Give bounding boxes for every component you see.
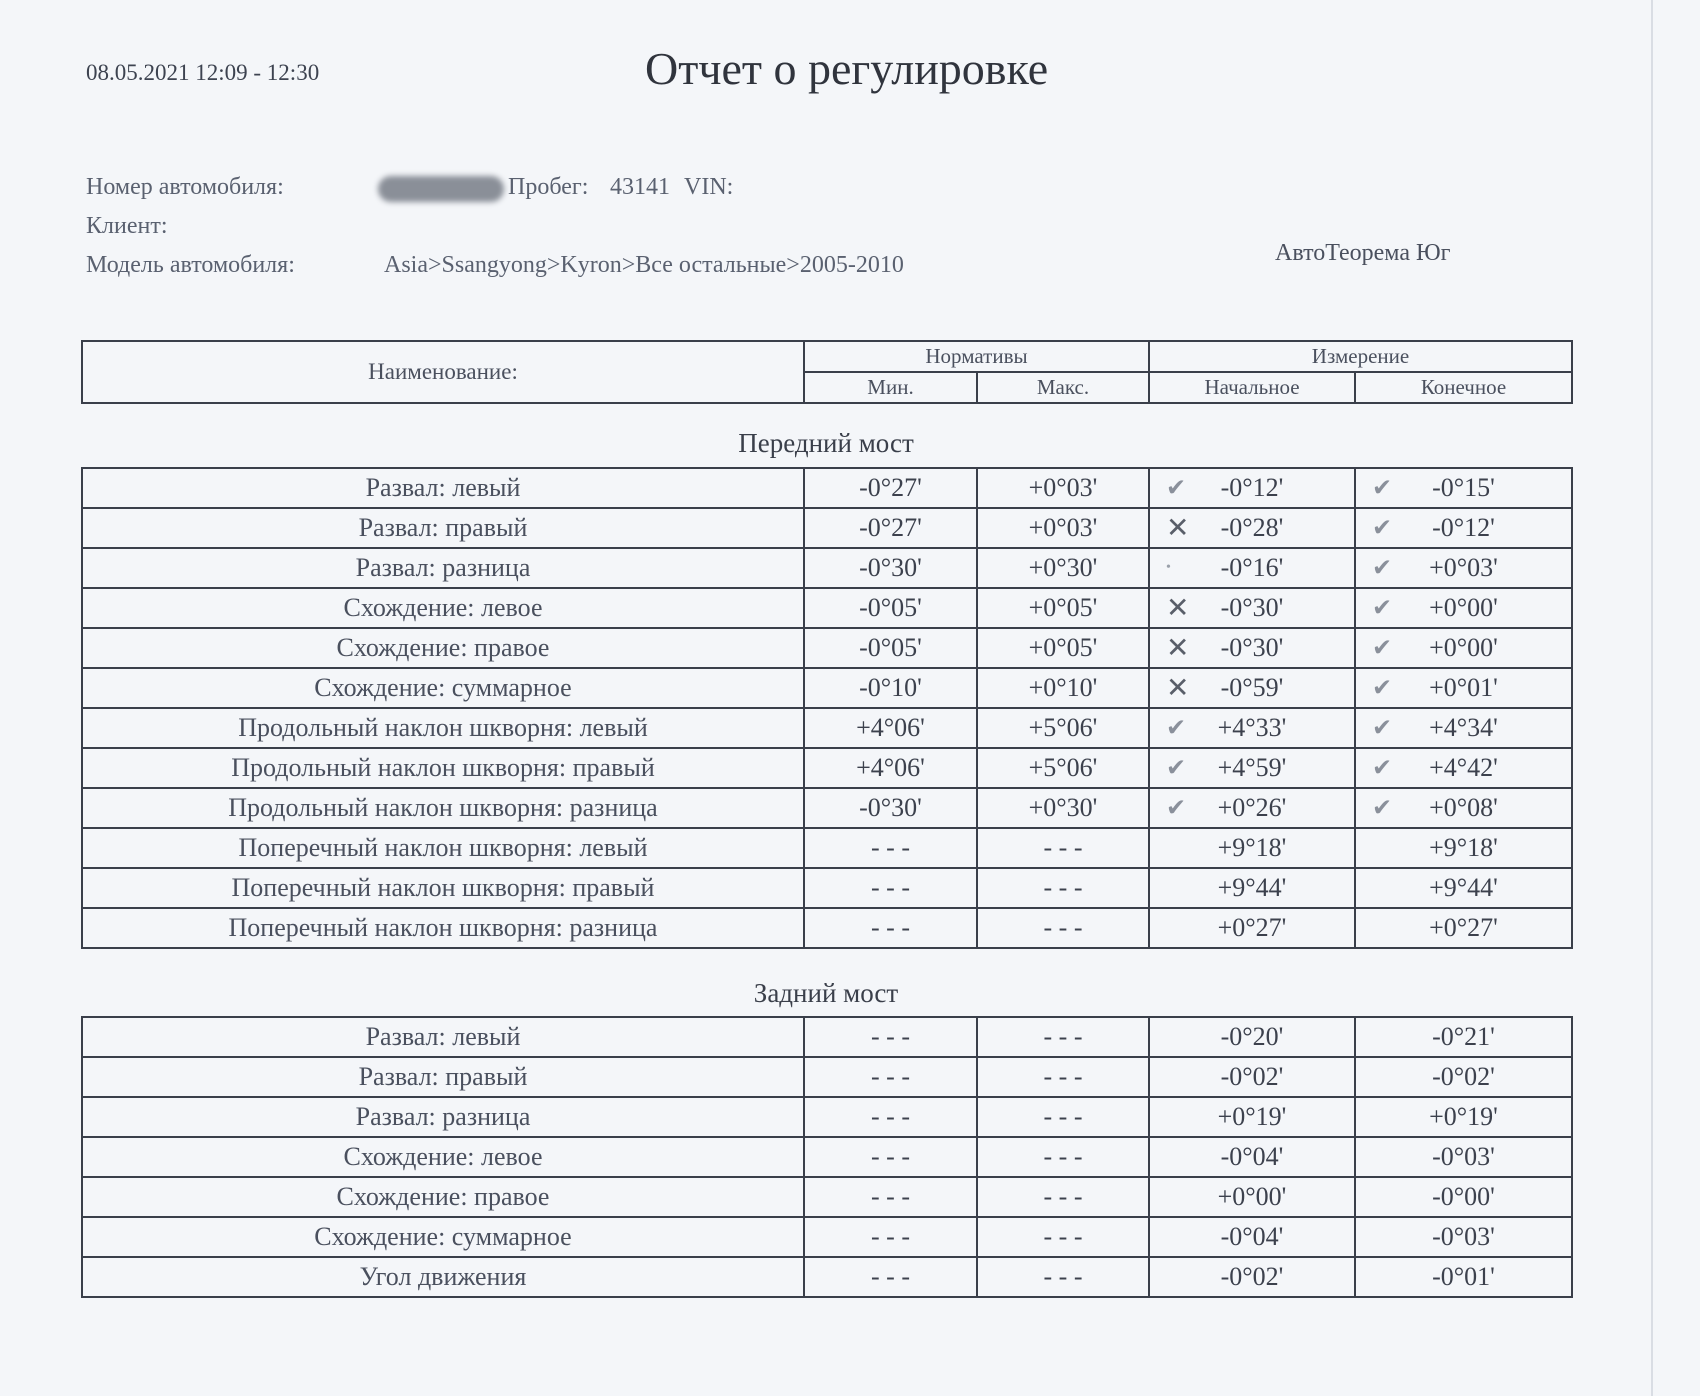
norm-min: - - - (804, 868, 977, 908)
measure-initial-wrap (1150, 1102, 1354, 1132)
norm-min: - - - (804, 1257, 977, 1297)
table-row (82, 868, 1572, 908)
norm-min: - - - (804, 828, 977, 868)
table-row (82, 1097, 1572, 1137)
norm-min: -0°30' (804, 788, 977, 828)
param-name: Продольный наклон шкворня: правый (82, 748, 804, 788)
norm-max: - - - (977, 828, 1149, 868)
norm-min: - - - (804, 1097, 977, 1137)
header-name: Наименование: (82, 341, 804, 403)
checkmark-icon: ✔ (1372, 475, 1393, 502)
param-name: Развал: разница (82, 1097, 804, 1137)
measure-initial-wrap (1150, 913, 1354, 943)
param-name: Развал: правый (82, 1057, 804, 1097)
measure-initial-value: -0°30' (1220, 593, 1284, 622)
norm-max: - - - (977, 1057, 1149, 1097)
table-header (81, 340, 1573, 404)
norm-max: - - - (977, 1257, 1149, 1297)
checkmark-icon: ✔ (1166, 475, 1187, 502)
measure-initial-wrap (1150, 513, 1354, 543)
param-name: Развал: правый (82, 508, 804, 548)
norm-max: +0°05' (977, 588, 1149, 628)
table-row (82, 708, 1572, 748)
param-name: Поперечный наклон шкворня: правый (82, 868, 804, 908)
measure-final (1355, 548, 1572, 588)
measure-final (1355, 908, 1572, 948)
measure-final-wrap (1356, 753, 1571, 783)
header-max: Макс. (977, 372, 1149, 403)
measure-final (1355, 668, 1572, 708)
norm-max: +0°03' (977, 468, 1149, 508)
measure-final (1355, 1257, 1572, 1297)
measure-final-value: -0°03' (1432, 1142, 1495, 1171)
norm-max: +0°30' (977, 548, 1149, 588)
measure-final-value: +0°00' (1429, 593, 1498, 622)
table-row (82, 788, 1572, 828)
measure-initial-value: -0°04' (1220, 1222, 1284, 1251)
param-name: Развал: левый (82, 468, 804, 508)
measure-final-wrap (1356, 873, 1571, 903)
measure-initial-wrap (1150, 1022, 1354, 1052)
checkmark-icon: ✔ (1372, 515, 1393, 542)
norm-min: - - - (804, 1137, 977, 1177)
norm-min: +4°06' (804, 748, 977, 788)
measure-final-wrap (1356, 1182, 1571, 1212)
table-row (82, 508, 1572, 548)
report-datetime: 08.05.2021 12:09 - 12:30 (86, 60, 320, 85)
front-axle-table (81, 467, 1573, 949)
front-axle-title: Передний мост (738, 428, 914, 458)
measure-initial (1149, 708, 1355, 748)
measure-final-wrap (1356, 633, 1571, 663)
checkmark-icon: ✔ (1372, 755, 1393, 782)
checkmark-icon: ✔ (1166, 755, 1187, 782)
measure-final (1355, 708, 1572, 748)
measure-initial-wrap (1150, 593, 1354, 623)
measure-initial (1149, 1057, 1355, 1097)
norm-min: - - - (804, 1217, 977, 1257)
measure-final-wrap (1356, 1102, 1571, 1132)
measure-final-value: +0°27' (1429, 913, 1498, 942)
measure-initial-wrap (1150, 1182, 1354, 1212)
measure-initial (1149, 1217, 1355, 1257)
param-name: Развал: левый (82, 1017, 804, 1057)
norm-max: +0°10' (977, 668, 1149, 708)
dot-icon: • (1166, 560, 1171, 575)
measure-initial-wrap (1150, 1222, 1354, 1252)
client-label: Клиент: (86, 213, 168, 239)
measure-final (1355, 748, 1572, 788)
table-row (82, 548, 1572, 588)
norm-max: +5°06' (977, 708, 1149, 748)
measure-initial-wrap (1150, 673, 1354, 703)
plate-label: Номер автомобиля: (86, 174, 284, 200)
measure-final-value: +0°01' (1429, 673, 1498, 702)
norm-min: -0°10' (804, 668, 977, 708)
table-row (82, 1177, 1572, 1217)
cross-icon: ✕ (1166, 593, 1190, 624)
mileage-label: Пробег: (508, 174, 589, 200)
measure-initial-value: +0°19' (1217, 1102, 1287, 1131)
measure-initial (1149, 548, 1355, 588)
measure-final (1355, 1097, 1572, 1137)
measure-initial (1149, 1097, 1355, 1137)
measure-initial (1149, 628, 1355, 668)
measure-final (1355, 1137, 1572, 1177)
measure-final-value: +0°19' (1429, 1102, 1498, 1131)
measure-initial-value: -0°28' (1220, 513, 1284, 542)
header-final: Конечное (1355, 372, 1572, 403)
measure-final-value: +9°18' (1429, 833, 1498, 862)
measure-final-value: -0°01' (1432, 1262, 1495, 1291)
vin-label: VIN: (684, 174, 734, 200)
measure-final-value: -0°15' (1432, 473, 1495, 502)
measure-final (1355, 828, 1572, 868)
param-name: Продольный наклон шкворня: разница (82, 788, 804, 828)
norm-max: - - - (977, 1137, 1149, 1177)
norm-max: +0°30' (977, 788, 1149, 828)
measure-final (1355, 1017, 1572, 1057)
norm-max: - - - (977, 1177, 1149, 1217)
measure-initial-wrap (1150, 1262, 1354, 1292)
table-row (82, 1017, 1572, 1057)
param-name: Схождение: правое (82, 628, 804, 668)
measure-final (1355, 588, 1572, 628)
company-name: АвтоТеорема Юг (1275, 240, 1451, 266)
measure-final-value: +0°08' (1429, 793, 1498, 822)
measure-initial-wrap (1150, 833, 1354, 863)
measure-final (1355, 628, 1572, 668)
measure-final-value: +0°03' (1429, 553, 1498, 582)
measure-initial-wrap (1150, 553, 1354, 583)
measure-initial-value: -0°02' (1220, 1262, 1284, 1291)
checkmark-icon: ✔ (1372, 555, 1393, 582)
norm-max: - - - (977, 1217, 1149, 1257)
measure-initial (1149, 788, 1355, 828)
measure-final-wrap (1356, 1022, 1571, 1052)
norm-max: +0°05' (977, 628, 1149, 668)
measure-initial-value: -0°02' (1220, 1062, 1284, 1091)
measure-initial-value: +4°33' (1217, 713, 1287, 742)
measure-final-value: +0°00' (1429, 633, 1498, 662)
norm-min: - - - (804, 1177, 977, 1217)
param-name: Продольный наклон шкворня: левый (82, 708, 804, 748)
mileage-value: 43141 (610, 174, 670, 200)
measure-final-value: -0°03' (1432, 1222, 1495, 1251)
rear-axle-title: Задний мост (753, 978, 899, 1008)
measure-final-value: -0°00' (1432, 1182, 1495, 1211)
measure-initial-value: +0°27' (1217, 913, 1287, 942)
checkmark-icon: ✔ (1372, 635, 1393, 662)
measure-initial-wrap (1150, 793, 1354, 823)
table-row (82, 1137, 1572, 1177)
param-name: Поперечный наклон шкворня: левый (82, 828, 804, 868)
measure-final (1355, 788, 1572, 828)
measure-final-wrap (1356, 513, 1571, 543)
measure-initial (1149, 468, 1355, 508)
norm-min: - - - (804, 908, 977, 948)
cross-icon: ✕ (1166, 633, 1190, 664)
param-name: Схождение: левое (82, 1137, 804, 1177)
header-measure: Измерение (1149, 341, 1572, 372)
measure-final-value: -0°21' (1432, 1022, 1495, 1051)
measure-final-wrap (1356, 1222, 1571, 1252)
table-row (82, 748, 1572, 788)
table-row (82, 908, 1572, 948)
measure-final-value: -0°12' (1432, 513, 1495, 542)
measure-final-wrap (1356, 673, 1571, 703)
measure-final-wrap (1356, 593, 1571, 623)
plate-redaction (378, 176, 504, 202)
measure-initial (1149, 908, 1355, 948)
measure-initial-value: -0°12' (1220, 473, 1284, 502)
norm-max: - - - (977, 868, 1149, 908)
measure-initial (1149, 1137, 1355, 1177)
measure-initial-value: -0°30' (1220, 633, 1284, 662)
param-name: Схождение: суммарное (82, 1217, 804, 1257)
param-name: Поперечный наклон шкворня: разница (82, 908, 804, 948)
norm-max: +5°06' (977, 748, 1149, 788)
header-norms: Нормативы (804, 341, 1149, 372)
measure-initial (1149, 828, 1355, 868)
measure-final-value: +4°34' (1429, 713, 1498, 742)
page-edge-divider (1651, 0, 1653, 1396)
measure-initial-wrap (1150, 753, 1354, 783)
norm-min: -0°27' (804, 508, 977, 548)
rear-axle-table (81, 1016, 1573, 1298)
measure-initial-wrap (1150, 1062, 1354, 1092)
measure-initial-value: -0°59' (1220, 673, 1284, 702)
header-initial: Начальное (1149, 372, 1355, 403)
measure-initial (1149, 1017, 1355, 1057)
table-row (82, 1217, 1572, 1257)
measure-initial-value: -0°20' (1220, 1022, 1284, 1051)
model-label: Модель автомобиля: (86, 252, 295, 278)
model-value: Asia>Ssangyong>Kyron>Все остальные>2005-2010 (384, 252, 904, 278)
measure-initial (1149, 748, 1355, 788)
measure-final (1355, 468, 1572, 508)
measure-initial (1149, 868, 1355, 908)
measure-final-wrap (1356, 833, 1571, 863)
param-name: Развал: разница (82, 548, 804, 588)
norm-min: - - - (804, 1057, 977, 1097)
norm-max: - - - (977, 1097, 1149, 1137)
table-row (82, 1257, 1572, 1297)
measure-initial-wrap (1150, 473, 1354, 503)
norm-min: -0°05' (804, 588, 977, 628)
norm-max: +0°03' (977, 508, 1149, 548)
measure-final-wrap (1356, 713, 1571, 743)
table-row (82, 628, 1572, 668)
report-title: Отчет о регулировке (645, 43, 1049, 94)
measure-final-wrap (1356, 1062, 1571, 1092)
measure-initial (1149, 668, 1355, 708)
measure-final (1355, 1177, 1572, 1217)
header-min: Мин. (804, 372, 977, 403)
measure-final-value: +9°44' (1429, 873, 1498, 902)
checkmark-icon: ✔ (1372, 715, 1393, 742)
measure-initial-value: +4°59' (1217, 753, 1287, 782)
measure-initial-value: +9°18' (1217, 833, 1287, 862)
norm-min: -0°30' (804, 548, 977, 588)
norm-min: -0°27' (804, 468, 977, 508)
table-row (82, 1057, 1572, 1097)
measure-initial-wrap (1150, 873, 1354, 903)
measure-final-wrap (1356, 473, 1571, 503)
checkmark-icon: ✔ (1372, 675, 1393, 702)
norm-min: -0°05' (804, 628, 977, 668)
measure-initial-wrap (1150, 713, 1354, 743)
checkmark-icon: ✔ (1166, 715, 1187, 742)
cross-icon: ✕ (1166, 513, 1190, 544)
measure-initial (1149, 1177, 1355, 1217)
checkmark-icon: ✔ (1372, 795, 1393, 822)
table-row (82, 668, 1572, 708)
measure-final (1355, 1057, 1572, 1097)
measure-final-wrap (1356, 553, 1571, 583)
measure-initial-wrap (1150, 633, 1354, 663)
measure-final-value: -0°02' (1432, 1062, 1495, 1091)
measure-final-wrap (1356, 913, 1571, 943)
measure-initial-value: +0°26' (1217, 793, 1287, 822)
norm-min: +4°06' (804, 708, 977, 748)
param-name: Схождение: правое (82, 1177, 804, 1217)
checkmark-icon: ✔ (1166, 795, 1187, 822)
checkmark-icon: ✔ (1372, 595, 1393, 622)
measure-initial-wrap (1150, 1142, 1354, 1172)
table-row (82, 588, 1572, 628)
norm-max: - - - (977, 1017, 1149, 1057)
measure-initial (1149, 588, 1355, 628)
measure-initial-value: +0°00' (1217, 1182, 1287, 1211)
measure-initial (1149, 1257, 1355, 1297)
measure-final-wrap (1356, 793, 1571, 823)
measure-final-value: +4°42' (1429, 753, 1498, 782)
measure-final-wrap (1356, 1262, 1571, 1292)
measure-final (1355, 1217, 1572, 1257)
measure-initial-value: -0°04' (1220, 1142, 1284, 1171)
table-row (82, 468, 1572, 508)
norm-max: - - - (977, 908, 1149, 948)
measure-final (1355, 868, 1572, 908)
param-name: Схождение: суммарное (82, 668, 804, 708)
measure-final-wrap (1356, 1142, 1571, 1172)
norm-min: - - - (804, 1017, 977, 1057)
measure-initial-value: +9°44' (1217, 873, 1287, 902)
measure-final (1355, 508, 1572, 548)
measure-initial-value: -0°16' (1220, 553, 1284, 582)
measure-initial (1149, 508, 1355, 548)
table-row (82, 828, 1572, 868)
param-name: Угол движения (82, 1257, 804, 1297)
cross-icon: ✕ (1166, 673, 1190, 704)
param-name: Схождение: левое (82, 588, 804, 628)
